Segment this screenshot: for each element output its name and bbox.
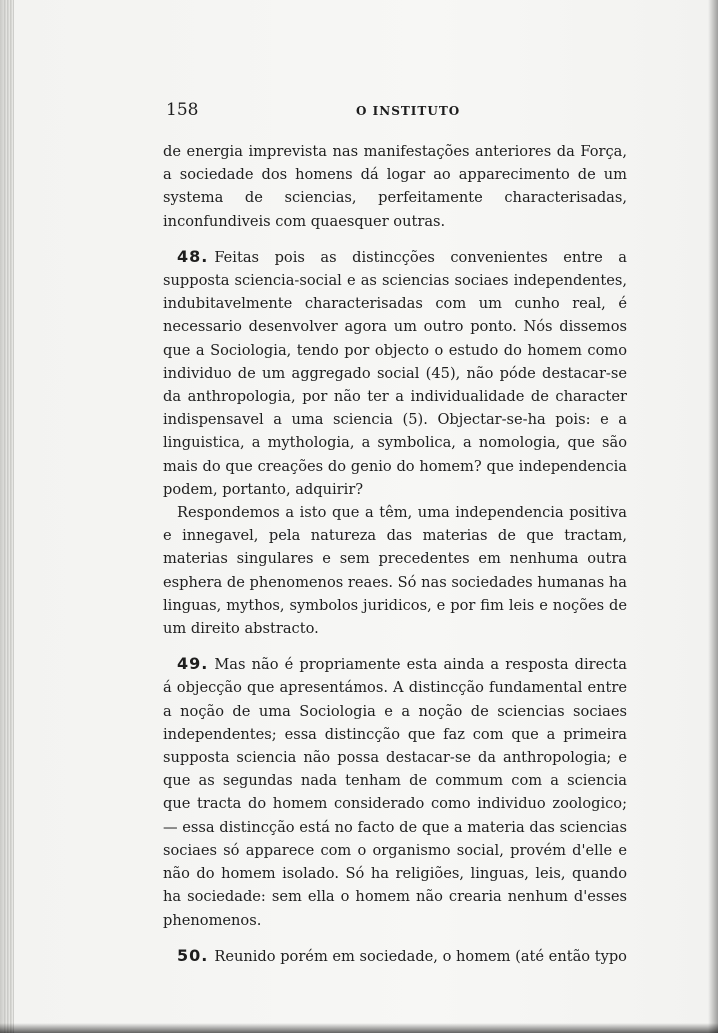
section-50 bbox=[163, 944, 627, 968]
section-number-49: 49. bbox=[177, 654, 209, 674]
paragraph-48-reply: Respondemos a isto que a têm, uma independencia positiva e innegavel, pela natureza das materias de que tractam, materias singulares e sem precedentes em nenhuma outra esphera de phenomenos reaes. Só nas sociedades humanas ha linguas, mythos, symbolos juridicos, e por fim leis e noções de um direito abstracto. bbox=[163, 504, 627, 638]
page-number: 158 bbox=[166, 100, 199, 120]
page-right-shadow bbox=[708, 0, 718, 1033]
section-49 bbox=[163, 652, 627, 931]
page-stack-edge bbox=[4, 0, 14, 1033]
body-text bbox=[163, 140, 627, 968]
section-50-text: Reunido porém em sociedade, o homem (até então typo bbox=[214, 947, 627, 965]
section-number-50: 50. bbox=[177, 945, 209, 965]
section-49-text: Mas não é propriamente esta ainda a resposta directa á objecção que apresentámos. A distincção fundamental entre a noção de uma Sociologia e a noção de sciencias sociaes independentes; essa distincção que faz com que a primeira supposta sciencia não possa destacar-se da anthropologia; e que as segundas nada tenham de commum com a sciencia que tracta do homem considerado como individuo zoologico; — essa distincção está no facto de que a materia das sciencias sociaes só apparece com o organismo social, provém d'elle e não do homem isolado. Só ha religiões, linguas, leis, quando ha sociedade: sem ella o homem não crearia nenhum d'esses phenomenos. bbox=[163, 656, 627, 929]
section-48-text: Feitas pois as distincções convenientes entre a supposta sciencia-social e as sciencias sociaes independentes, indubitavelmente characterisadas com um cunho real, é necessario desenvolver agora um outro ponto. Nós dissemos que a Sociologia, tendo por objecto o estudo do homem como individuo de um aggregado social (45), não póde destacar-se da anthropologia, por não ter a individualidade de character indispensavel a uma sciencia (5). Objectar-se-ha pois: e a linguistica, a mythologia, a symbolica, a nomologia, que são mais do que creações do genio do homem? que independencia podem, portanto, adquirir? bbox=[163, 248, 627, 498]
page-header bbox=[164, 100, 628, 124]
paragraph-continuation: de energia imprevista nas manifestações anteriores da Força, a sociedade dos homens dá logar ao apparecimento de um systema de sciencias, perfeitamente characterisadas, inconfundiveis com quaesquer outras. bbox=[163, 143, 627, 230]
page-bottom-shadow bbox=[0, 1023, 718, 1033]
section-48 bbox=[163, 245, 627, 501]
running-head: O INSTITUTO bbox=[356, 104, 461, 118]
section-number-48: 48. bbox=[177, 246, 209, 266]
